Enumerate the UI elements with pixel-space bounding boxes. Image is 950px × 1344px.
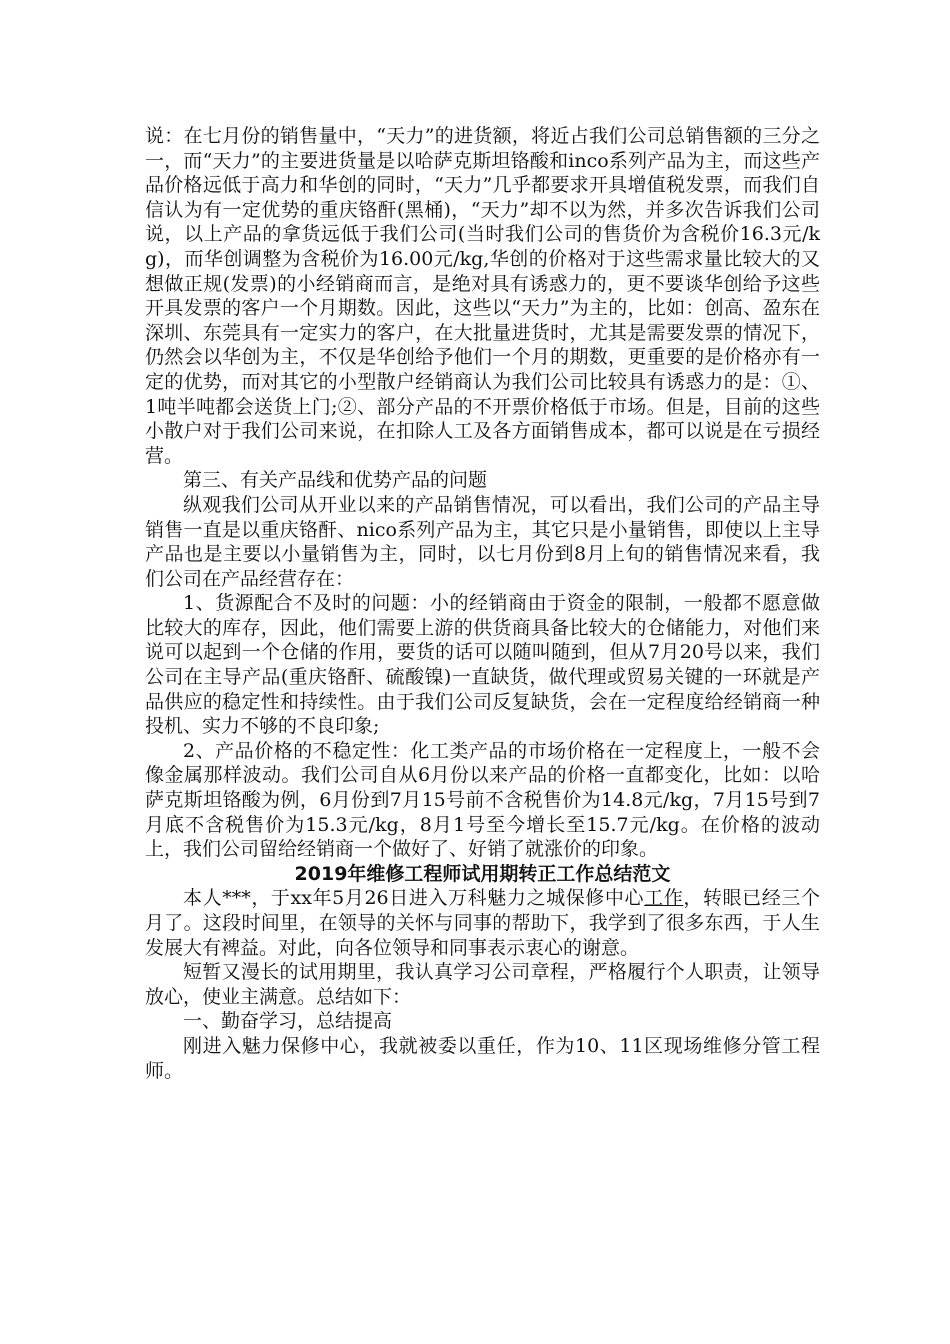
paragraph-assignment: 刚进入魅力保修中心，我就被委以重任，作为10、11区现场维修分管工程师。 (145, 1034, 820, 1082)
work-link[interactable]: 工作 (644, 887, 684, 910)
intro-text-after-link: ，转眼已经三个月了。这段时间里，在领导的关怀与同事的帮助下，我学到了很多东西，于人生发展大有裨益。对此，向各位领导和同事表示衷心的谢意。 (145, 887, 820, 959)
intro-text-before-link: 本人***，于xx年5月26日进入万科魅力之城保修中心 (183, 887, 645, 910)
document-title: 2019年维修工程师试用期转正工作总结范文 (294, 862, 671, 885)
paragraph-sales-analysis: 说：在七月份的销售量中，“天力”的进货额，将近占我们公司总销售额的三分之一，而“天力”的主要进货量是以哈萨克斯坦铬酸和inco系列产品为主，而这些产品价格远低于高力和华创的同时，“天力”几乎都要求开具增值税发票，而我们自信认为有一定优势的重庆铬酐(黑桶)，“天力”却不以为然，并多次告诉我们公司说，以上产品的拿货远低于我们公司(当时我们公司的售货价为含税价16.3元/kg)，而华创调整为含税价为16.00元/kg,华创的价格对于这些需求量比较大的又想做正规(发票)的小经销商而言，是绝对具有诱惑力的，更不要谈华创给予这些开具发票的客户一个月期数。因此，这些以“天力”为主的，比如：创高、盈东在深圳、东莞具有一定实力的客户，在大批量进货时，尤其是需要发票的情况下，仍然会以华创为主，不仅是华创给予他们一个月的期数，更重要的是价格亦有一定的优势，而对其它的小型散户经销商认为我们公司比较具有诱惑力的是：①、1吨半吨都会送货上门;②、部分产品的不开票价格低于市场。但是，目前的这些小散户对于我们公司来说，在扣除人工及各方面销售成本，都可以说是在亏损经营。 (145, 125, 820, 467)
paragraph-section-three-heading: 第三、有关产品线和优势产品的问题 (183, 469, 488, 492)
section-heading-diligent-study: 一、勤奋学习，总结提高 (183, 1010, 393, 1033)
paragraph-product-overview: 纵观我们公司从开业以来的产品销售情况，可以看出，我们公司的产品主导销售一直是以重庆铬酐、nico系列产品为主，其它只是小量销售，即使以上主导产品也是主要以小量销售为主，同时，以七月份到8月上旬的销售情况来看，我们公司在产品经营存在： (145, 493, 820, 590)
document-body (145, 124, 820, 1083)
paragraph-price-instability: 2、产品价格的不稳定性：化工类产品的市场价格在一定程度上，一般不会像金属那样波动。我们公司自从6月份以来产品的价格一直都变化，比如：以哈萨克斯坦铬酸为例，6月份到7月15号前不含税售价为14.8元/kg，7月15号到7月底不含税售价为15.3元/kg，8月1号至今增长至15.7元/kg。在价格的波动上，我们公司留给经销商一个做好了、好销了就涨价的印象。 (145, 739, 820, 861)
paragraph-probation-summary: 短暂又漫长的试用期里，我认真学习公司章程，严格履行个人职责，让领导放心，使业主满意。总结如下： (145, 961, 820, 1008)
paragraph-intro (145, 886, 820, 960)
paragraph-supply-issue: 1、货源配合不及时的问题：小的经销商由于资金的限制，一般都不愿意做比较大的库存，因此，他们需要上游的供货商具备比较大的仓储能力，对他们来说可以起到一个仓储的作用，要货的话可以随叫随到，但从7月20号以来，我们公司在主导产品(重庆铬酐、硫酸镍)一直缺货，做代理或贸易关键的一环就是产品供应的稳定性和持续性。由于我们公司反复缺货，会在一定程度给经销商一种投机、实力不够的不良印象; (145, 592, 820, 738)
